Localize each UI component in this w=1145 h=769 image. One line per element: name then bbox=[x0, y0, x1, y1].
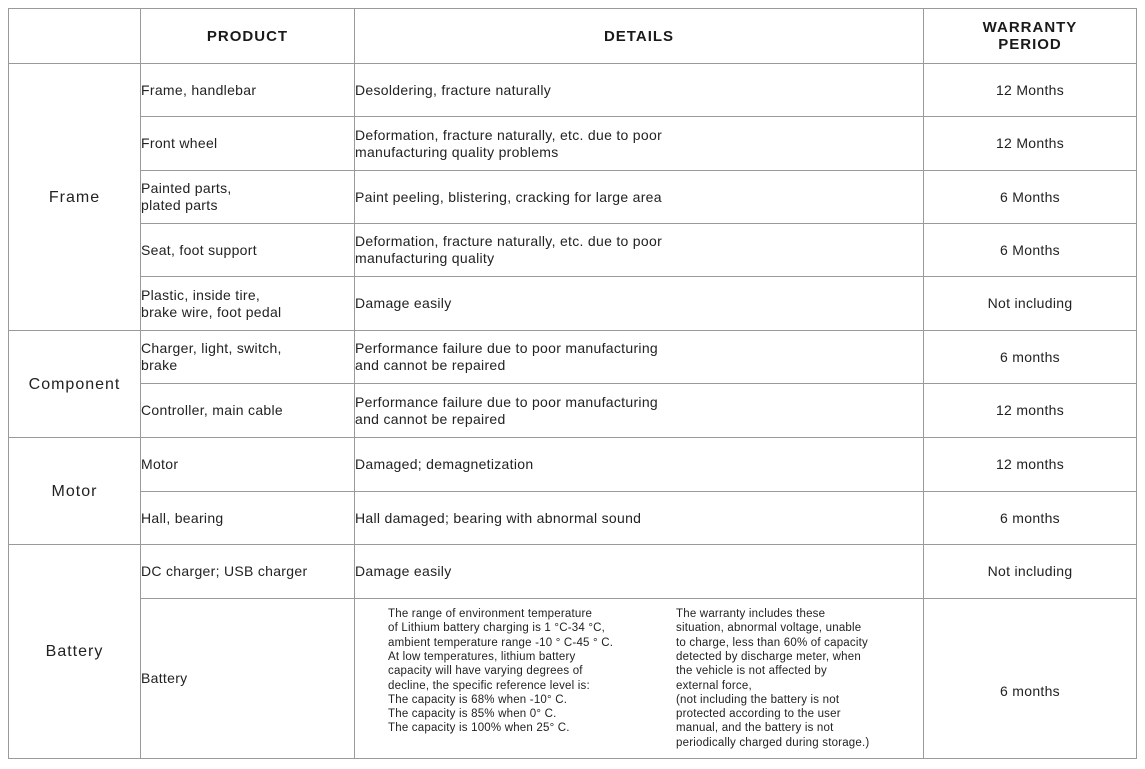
product-cell: Motor bbox=[141, 438, 355, 492]
period-cell: 6 months bbox=[924, 599, 1137, 759]
period-cell: 12 months bbox=[924, 384, 1137, 438]
category-frame: Frame bbox=[9, 64, 141, 331]
period-cell: Not including bbox=[924, 545, 1137, 599]
table-row bbox=[9, 224, 1137, 277]
period-cell: 12 Months bbox=[924, 64, 1137, 117]
warranty-table bbox=[8, 8, 1137, 759]
details-cell: Hall damaged; bearing with abnormal sound bbox=[355, 492, 924, 545]
header-row bbox=[9, 9, 1137, 64]
details-cell: Performance failure due to poor manufacturing and cannot be repaired bbox=[355, 384, 924, 438]
table-row bbox=[9, 438, 1137, 492]
details-cell: Damage easily bbox=[355, 277, 924, 331]
category-motor: Motor bbox=[9, 438, 141, 545]
table-row bbox=[9, 171, 1137, 224]
product-cell: Plastic, inside tire, brake wire, foot pedal bbox=[141, 277, 355, 331]
details-cell: Paint peeling, blistering, cracking for large area bbox=[355, 171, 924, 224]
details-cell: Deformation, fracture naturally, etc. due to poor manufacturing quality problems bbox=[355, 117, 924, 171]
table-row bbox=[9, 384, 1137, 438]
period-cell: 12 Months bbox=[924, 117, 1137, 171]
period-cell: 6 months bbox=[924, 331, 1137, 384]
details-cell: Desoldering, fracture naturally bbox=[355, 64, 924, 117]
period-cell: Not including bbox=[924, 277, 1137, 331]
period-cell: 6 months bbox=[924, 492, 1137, 545]
product-cell: Controller, main cable bbox=[141, 384, 355, 438]
product-cell: Hall, bearing bbox=[141, 492, 355, 545]
header-product: PRODUCT bbox=[141, 9, 355, 64]
details-cell: Damage easily bbox=[355, 545, 924, 599]
product-cell: Battery bbox=[141, 599, 355, 759]
table-row bbox=[9, 492, 1137, 545]
category-component: Component bbox=[9, 331, 141, 438]
table-row bbox=[9, 64, 1137, 117]
header-details: DETAILS bbox=[355, 9, 924, 64]
product-cell: Charger, light, switch, brake bbox=[141, 331, 355, 384]
table-row bbox=[9, 545, 1137, 599]
header-blank bbox=[9, 9, 141, 64]
product-cell: Front wheel bbox=[141, 117, 355, 171]
product-cell: Painted parts, plated parts bbox=[141, 171, 355, 224]
table-row bbox=[9, 117, 1137, 171]
table-row bbox=[9, 599, 1137, 759]
battery-details-right: The warranty includes these situation, abnormal voltage, unable to charge, less than 60% of capacity detected by discharge meter, when the vehicle is not affected by external force, (not including the battery is not protected according to the user manual, and the battery is not periodically charged during storage.) bbox=[676, 608, 870, 749]
period-cell: 12 months bbox=[924, 438, 1137, 492]
product-cell: Seat, foot support bbox=[141, 224, 355, 277]
product-cell: DC charger; USB charger bbox=[141, 545, 355, 599]
table-row bbox=[9, 331, 1137, 384]
product-cell: Frame, handlebar bbox=[141, 64, 355, 117]
period-cell: 6 Months bbox=[924, 171, 1137, 224]
table-row bbox=[9, 277, 1137, 331]
details-cell: Deformation, fracture naturally, etc. due to poor manufacturing quality bbox=[355, 224, 924, 277]
period-cell: 6 Months bbox=[924, 224, 1137, 277]
details-cell: Damaged; demagnetization bbox=[355, 438, 924, 492]
battery-details-left: The range of environment temperature of Lithium battery charging is 1 °C-34 °C, ambient temperature range -10 ° C-45 ° C. At low temperatures, lithium battery capacity will have varying degrees of decline, the specific reference level is: The capacity is 68% when -10° C. The capacity is 85% when 0° C. The capacity is 100% when 25° C. bbox=[388, 608, 614, 735]
header-warranty-period: WARRANTY PERIOD bbox=[924, 9, 1137, 64]
category-battery: Battery bbox=[9, 545, 141, 759]
details-cell: Performance failure due to poor manufacturing and cannot be repaired bbox=[355, 331, 924, 384]
battery-details-cell bbox=[355, 599, 924, 759]
